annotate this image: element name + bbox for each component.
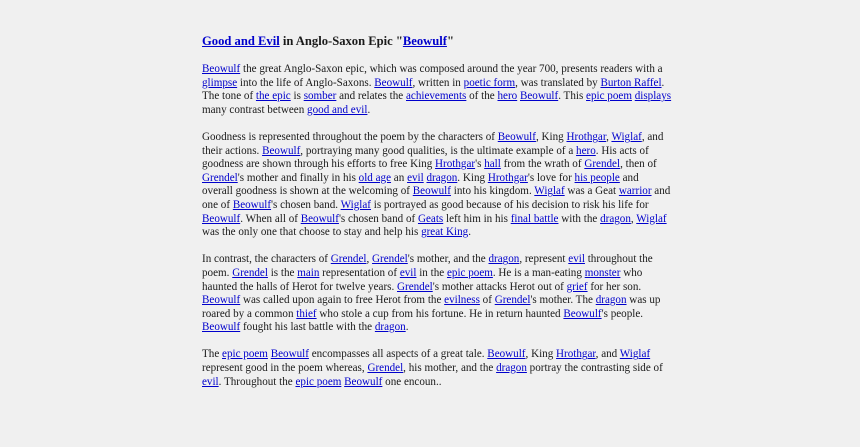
text-link[interactable]: hero [497,90,518,103]
text-link[interactable]: the epic [255,90,291,103]
text-link[interactable]: Wiglaf [534,185,565,198]
text-run: of the [466,90,498,103]
text-link[interactable]: Beowulf [202,294,241,307]
text-run: , King [535,130,567,143]
text-link[interactable]: final battle [510,212,559,225]
text-link[interactable]: poetic form [463,76,516,89]
text-link[interactable]: Beowulf [487,348,526,361]
text-link[interactable]: evil [202,375,219,388]
text-link[interactable]: Geats [417,212,444,225]
text-run: portray the contrasting side of [526,362,663,375]
text-link[interactable]: Beowulf [374,76,413,89]
text-run: 's mother, and the [407,253,489,266]
text-run: , and [595,348,620,361]
text-link[interactable]: epic poem [222,348,268,361]
text-run: who stole a cup from his fortune. He in return haunted [316,307,564,320]
text-link[interactable]: Wiglaf [340,198,371,211]
text-run: the great Anglo-Saxon epic, which was composed around the year 700, presents readers with a [240,63,663,75]
text-run: 's mother. The [530,294,596,307]
text-link[interactable]: good and evil [307,103,368,116]
text-run: who haunted the halls of Herot for twelve years. [202,266,643,293]
text-link[interactable]: great King [421,226,469,239]
text-link[interactable]: glimpse [202,76,238,89]
text-run: 's chosen band. [271,198,341,211]
text-link[interactable]: Hrothgar [487,171,528,184]
text-run: " [446,34,454,48]
text-link[interactable]: dragon [496,362,527,375]
text-link[interactable]: his people [574,171,620,184]
paragraph-goodness [202,131,672,240]
text-run: was called upon again to free Herot from the [240,294,445,307]
text-run: an [391,171,408,184]
text-run: . The tone of [202,76,665,103]
text-run: in Anglo-Saxon Epic " [279,34,403,48]
text-run: from the wrath of [500,158,585,171]
text-run: in the [416,266,447,279]
essay-title [202,34,672,49]
text-link[interactable]: dragon [488,253,520,266]
text-run: 's mother attacks Herot out of [432,280,567,293]
paragraph-evil [202,253,672,335]
text-run: 's love for [527,171,575,184]
text-link[interactable]: hero [576,144,596,157]
text-link[interactable]: thief [296,307,317,320]
text-link[interactable]: Grendel [232,266,268,279]
text-run: . This [558,90,587,103]
text-link[interactable]: Beowulf [202,212,241,225]
text-run: , portraying many good qualities, is the ultimate example of a [300,144,577,157]
text-link[interactable]: Beowulf [202,63,241,75]
text-link[interactable]: somber [303,90,337,103]
text-link[interactable]: evil [399,266,417,279]
text-run: and one of [202,185,671,211]
text-link[interactable]: Beowulf [232,198,272,211]
text-run: is the [267,266,298,279]
text-run: is [290,90,304,103]
text-run: , represent [519,253,569,266]
essay-content [202,34,672,403]
text-link[interactable]: Grendel [397,280,433,293]
text-link[interactable]: Beowulf [497,130,536,143]
text-run: , written in [412,76,464,89]
text-link[interactable]: Wiglaf [611,130,642,143]
text-link[interactable]: Good and Evil [202,34,280,48]
text-link[interactable]: dragon [595,294,627,307]
text-link[interactable]: Grendel [330,253,367,266]
text-run: , [630,212,637,225]
text-run: , [606,130,612,143]
text-run: , was translated by [515,76,601,89]
text-link[interactable]: Hrothgar [566,130,607,143]
text-link[interactable]: Beowulf [412,185,451,198]
text-run: one encoun.. [382,375,442,388]
text-link[interactable]: achievements [405,90,467,103]
text-link[interactable]: Beowulf [270,348,309,361]
text-link[interactable]: dragon [600,212,631,225]
text-link[interactable]: Beowulf [262,144,301,157]
text-link[interactable]: Burton Raffel [600,76,662,89]
text-link[interactable]: Beowulf [519,90,559,103]
text-link[interactable]: Grendel [584,158,621,171]
text-link[interactable]: Grendel [202,171,238,184]
text-run: . King [457,171,488,184]
text-run: into his kingdom. [450,185,535,198]
text-run: for her son. [587,280,642,293]
text-link[interactable]: old age [358,171,392,184]
text-run: 's chosen band of [338,212,418,225]
text-link[interactable]: Beowulf [563,307,602,320]
text-link[interactable]: Hrothgar [435,158,476,171]
text-run: The [202,348,223,361]
text-link[interactable]: displays [634,90,672,103]
text-link[interactable]: dragon [426,171,458,184]
text-link[interactable]: Beowulf [402,34,447,48]
text-run: . Throughout the [218,375,296,388]
text-run: with the [558,212,601,225]
text-run: represent good in the poem whereas, [202,362,368,375]
text-run: of [479,294,495,307]
text-run: , then of [620,158,657,171]
text-link[interactable]: Beowulf [300,212,339,225]
text-link[interactable]: Beowulf [202,321,241,334]
text-run: and relates the [336,90,406,103]
text-run: , his mother, and the [403,362,497,375]
text-link[interactable]: monster [584,266,621,279]
text-run: , and their actions. [202,130,664,157]
text-run: and overall goodness is shown at the welcoming of [202,171,639,198]
text-link[interactable]: dragon [374,321,406,334]
text-run: into the life of Anglo-Saxons. [237,76,375,89]
text-run: representation of [319,266,400,279]
text-link[interactable]: warrior [618,185,652,198]
paragraph-intro [202,63,672,117]
text-run: was a Geat [564,185,619,198]
text-run: was up roared by a common [202,294,661,320]
text-link[interactable]: evil [568,253,585,266]
text-link[interactable]: Wiglaf [636,212,667,225]
text-run: , King [525,348,557,361]
text-link[interactable]: Hrothgar [556,348,596,361]
text-run: many contrast between [202,103,308,116]
paragraph-conclusion [202,348,672,389]
text-run: left him in his [443,212,511,225]
text-run: In contrast, the characters of [202,253,331,266]
text-run: . He is a man-eating [492,266,585,279]
text-link[interactable]: grief [566,280,588,293]
text-run: throughout the poem. [202,253,653,279]
text-link[interactable]: epic poem [295,375,342,388]
text-link[interactable]: hall [484,158,501,171]
text-run: is portrayed as good because of his decision to risk his life for [370,198,649,211]
text-run: . [468,226,471,239]
text-run: 's [475,158,485,171]
text-link[interactable]: evilness [444,294,480,307]
text-link[interactable]: Grendel [494,294,531,307]
text-run: . [367,103,371,116]
text-run: encompasses all aspects of a great tale. [308,348,488,361]
text-link[interactable]: main [297,266,320,279]
text-run: 's people. [601,307,644,320]
text-run: , [366,253,373,266]
text-link[interactable]: Grendel [367,362,404,375]
text-link[interactable]: epic poem [586,90,632,103]
text-run: . [405,321,409,334]
text-link[interactable]: Grendel [372,253,408,266]
text-link[interactable]: evil [407,171,424,184]
text-link[interactable]: Wiglaf [619,348,651,361]
text-link[interactable]: Beowulf [344,375,383,388]
text-link[interactable]: epic poem [446,266,493,279]
text-run: . His acts of goodness are shown through his efforts to free King [202,144,649,171]
text-run: 's mother and finally in his [237,171,359,184]
text-run: fought his last battle with the [240,321,375,334]
text-run: Goodness is represented throughout the poem by the characters of [202,130,498,143]
text-run: . When all of [240,212,301,225]
text-run: was the only one that choose to stay and help his [202,226,422,239]
